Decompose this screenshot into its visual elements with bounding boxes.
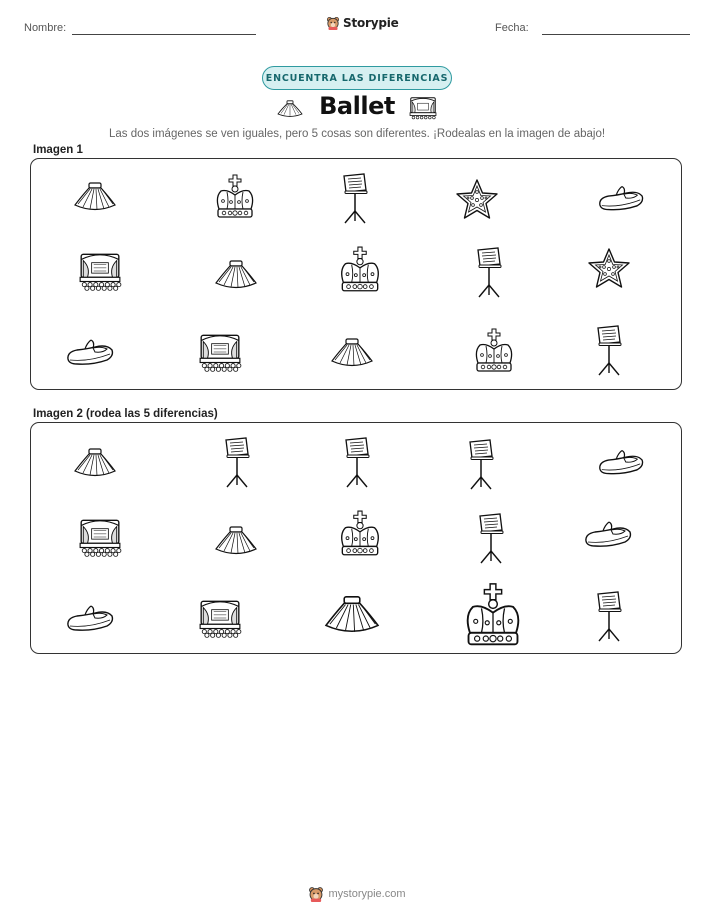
footer bbox=[0, 886, 714, 902]
panel-2-music-stand bbox=[341, 437, 371, 489]
music-stand-icon bbox=[473, 247, 503, 299]
bear-logo-icon bbox=[308, 886, 324, 902]
music-stand-icon bbox=[221, 437, 251, 489]
name-line bbox=[72, 34, 256, 35]
crown-icon bbox=[337, 245, 383, 297]
panel-2-label: Imagen 2 (rodea las 5 diferencias) bbox=[33, 408, 218, 420]
panel-2-crown bbox=[337, 509, 383, 561]
brand-logo bbox=[326, 16, 399, 30]
panel-1-label: Imagen 1 bbox=[33, 144, 83, 156]
ballet-shoe-icon bbox=[583, 517, 633, 551]
ballet-shoe-icon bbox=[597, 445, 645, 479]
star-icon bbox=[587, 245, 631, 293]
title-row bbox=[0, 92, 714, 124]
instructions-text: Las dos imágenes se ven iguales, pero 5 cosas son diferentes. ¡Rodealas en la imagen de abajo! bbox=[108, 128, 606, 140]
music-stand-icon bbox=[475, 513, 505, 565]
panel-2-tutu bbox=[69, 443, 121, 483]
footer-url[interactable]: mystorypie.com bbox=[328, 888, 406, 900]
tutu-icon bbox=[315, 589, 389, 641]
panel-2-tutu bbox=[211, 521, 261, 561]
music-stand-icon bbox=[341, 437, 371, 489]
brand-name: Storypie bbox=[343, 16, 399, 30]
panel-1-ballet-shoe bbox=[65, 335, 115, 369]
tutu-icon bbox=[274, 96, 306, 120]
tutu-icon bbox=[69, 177, 121, 217]
panel-1-tutu bbox=[69, 177, 121, 217]
panel-2-music-stand[interactable] bbox=[465, 439, 495, 491]
panel-2-crown-large[interactable] bbox=[461, 581, 525, 653]
panel-2-ballet-shoe bbox=[65, 601, 115, 635]
panel-2-music-stand bbox=[593, 591, 623, 643]
image-2-panel bbox=[30, 422, 682, 654]
image-1-panel bbox=[30, 158, 682, 390]
tutu-icon bbox=[327, 333, 377, 373]
tutu-icon bbox=[69, 443, 121, 483]
crown-icon bbox=[461, 581, 525, 653]
panel-2-music-stand[interactable] bbox=[221, 437, 251, 489]
ballet-shoe-icon bbox=[65, 335, 115, 369]
music-stand-icon bbox=[593, 325, 623, 377]
panel-1-music-stand bbox=[339, 173, 369, 225]
bear-logo-icon bbox=[326, 16, 340, 30]
ballet-shoe-icon bbox=[597, 181, 645, 215]
date-line bbox=[542, 34, 690, 35]
stage-icon bbox=[77, 247, 123, 293]
panel-2-ballet-shoe[interactable] bbox=[583, 517, 633, 551]
stage-icon bbox=[408, 94, 438, 122]
stage-icon bbox=[197, 327, 243, 375]
ballet-shoe-icon bbox=[65, 601, 115, 635]
date-label: Fecha: bbox=[495, 22, 529, 34]
activity-badge: ENCUENTRA LAS DIFERENCIAS bbox=[262, 66, 452, 90]
title-stage-decoration bbox=[408, 94, 438, 122]
panel-1-star bbox=[455, 177, 499, 223]
panel-2-stage bbox=[197, 593, 243, 641]
panel-1-music-stand bbox=[473, 247, 503, 299]
panel-1-crown bbox=[213, 173, 257, 223]
panel-1-ballet-shoe bbox=[597, 181, 645, 215]
panel-2-music-stand bbox=[475, 513, 505, 565]
name-label: Nombre: bbox=[24, 22, 67, 34]
panel-1-music-stand bbox=[593, 325, 623, 377]
panel-1-stage bbox=[77, 247, 123, 293]
panel-2-tutu-large[interactable] bbox=[315, 589, 389, 641]
panel-1-crown bbox=[471, 327, 517, 377]
music-stand-icon bbox=[339, 173, 369, 225]
tutu-icon bbox=[211, 255, 261, 295]
music-stand-icon bbox=[593, 591, 623, 643]
tutu-icon bbox=[211, 521, 261, 561]
title-tutu-decoration bbox=[274, 96, 306, 120]
panel-1-tutu bbox=[327, 333, 377, 373]
worksheet-header bbox=[0, 16, 714, 40]
panel-1-star bbox=[587, 245, 631, 293]
crown-icon bbox=[337, 509, 383, 561]
stage-icon bbox=[197, 593, 243, 641]
panel-1-tutu bbox=[211, 255, 261, 295]
panel-2-stage bbox=[77, 513, 123, 559]
panel-1-crown bbox=[337, 245, 383, 297]
crown-icon bbox=[471, 327, 517, 377]
music-stand-icon bbox=[465, 439, 495, 491]
page-title: Ballet bbox=[319, 92, 395, 120]
panel-2-ballet-shoe bbox=[597, 445, 645, 479]
panel-1-stage bbox=[197, 327, 243, 375]
crown-icon bbox=[213, 173, 257, 223]
star-icon bbox=[455, 177, 499, 223]
stage-icon bbox=[77, 513, 123, 559]
